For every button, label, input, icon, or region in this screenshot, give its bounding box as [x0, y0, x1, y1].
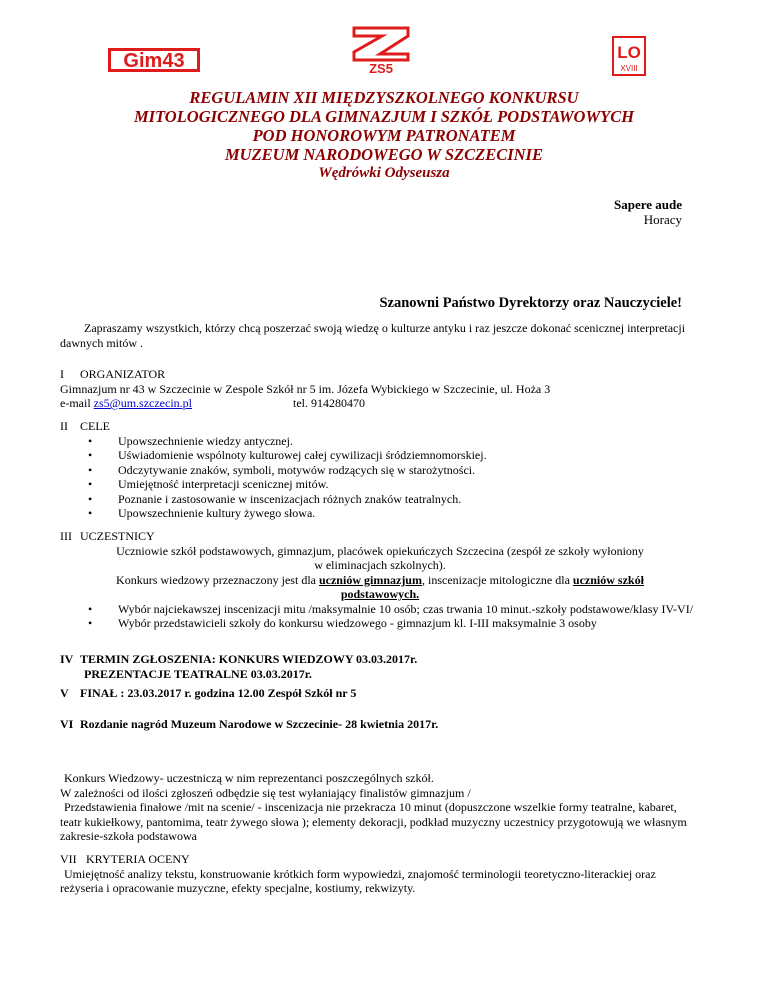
- gim43-logo-text: Gim43: [123, 50, 185, 72]
- list-item: • Wybór najciekawszej inscenizacji mitu /maksymalnie 10 osób; czas trwania 10 minut.-szkoły podstawowe/klasy IV-VI/: [88, 602, 700, 617]
- section-goals: [60, 419, 700, 521]
- list-item: • Poznanie i zastosowanie w inscenizacjach różnych znaków teatralnych.: [88, 492, 700, 507]
- list-item: • Uświadomienie wspólnoty kulturowej całej cywilizacji śródziemnomorskiej.: [88, 448, 700, 463]
- participants-line-1: Uczniowie szkół podstawowych, gimnazjum, placówek opiekuńczych Szczecina (zespół ze szkoły wyłoniony: [116, 543, 644, 558]
- info-line-2: W zależności od ilości zgłoszeń odbędzie się test wyłaniający finalistów gimnazjum /: [60, 785, 471, 800]
- section-number: VI: [60, 717, 74, 731]
- title-line-4: MUZEUM NARODOWEGO W SZCZECINIE: [224, 145, 543, 164]
- participants-line-4: podstawowych.: [340, 587, 420, 601]
- list-item: • Upowszechnienie kultury żywego słowa.: [88, 506, 700, 521]
- email-label: e-mail: [60, 396, 91, 410]
- section-heading: KRYTERIA OCENY: [86, 852, 190, 866]
- section-number: IV: [60, 652, 74, 666]
- section-number: VII: [60, 852, 77, 866]
- section-organizer: [60, 367, 700, 411]
- list-item: • Upowszechnienie wiedzy antycznej.: [88, 434, 700, 449]
- intro-paragraph: Zapraszamy wszystkich, którzy chcą poszerzać swoją wiedzę o kulturze antyku i raz jeszcze dokonać scenicznej interpretacji dawnych mitów .: [60, 321, 686, 350]
- participants-line-3: Konkurs wiedzowy przeznaczony jest dla uczniów gimnazjum, inscenizacje mitologiczne dla uczniów szkół: [116, 572, 644, 587]
- title-subtitle: Wędrówki Odyseusza: [318, 165, 450, 181]
- lo18-logo-main: LO: [617, 43, 641, 62]
- document-title: [60, 88, 708, 183]
- list-item: • Wybór przedstawicieli szkoły do konkursu wiedzowego - gimnazjum kl. I-III maksymalnie 3 osoby: [88, 616, 700, 631]
- gim43-logo: [108, 44, 200, 74]
- lo18-logo: [612, 36, 646, 76]
- title-line-1: REGULAMIN XII MIĘDZYSZKOLNEGO KONKURSU: [189, 88, 579, 107]
- motto-quote: Sapere aude: [613, 197, 682, 212]
- lo18-logo-sub: XVIII: [620, 64, 638, 73]
- section-deadlines: [60, 652, 700, 681]
- participants-line-2: w eliminacjach szkolnych).: [314, 558, 446, 572]
- motto-author: Horacy: [643, 212, 682, 227]
- deadline-line-1: TERMIN ZGŁOSZENIA: KONKURS WIEDZOWY 03.03.2017r.: [80, 652, 418, 666]
- section-heading: CELE: [80, 419, 110, 433]
- section-heading: UCZESTNICY: [80, 529, 155, 543]
- greeting: Szanowni Państwo Dyrektorzy oraz Nauczyciele!: [379, 295, 682, 311]
- section-number: I: [60, 367, 64, 381]
- section-info: [60, 771, 700, 844]
- title-line-2: MITOLOGICZNEGO DLA GIMNAZJUM I SZKÓŁ PODSTAWOWYCH: [133, 107, 635, 126]
- section-awards: [60, 717, 700, 732]
- title-line-3: POD HONOROWYM PATRONATEM: [252, 126, 516, 145]
- section-number: V: [60, 686, 69, 700]
- list-item: • Odczytywanie znaków, symboli, motywów rodzących się w starożytności.: [88, 463, 700, 478]
- section-final: [60, 686, 700, 701]
- list-item: • Umiejętność interpretacji scenicznej mitów.: [88, 477, 700, 492]
- zs5-logo-text: ZS5: [369, 61, 393, 76]
- section-criteria: [60, 852, 700, 896]
- section-heading: ORGANIZATOR: [80, 367, 166, 381]
- section-number: III: [60, 529, 72, 543]
- section-number: II: [60, 419, 68, 433]
- participants-list: [60, 602, 700, 631]
- info-line-1: Konkurs Wiedzowy- uczestniczą w nim reprezentanci poszczególnych szkół.: [64, 771, 434, 785]
- final-text: FINAŁ : 23.03.2017 r. godzina 12.00 Zespół Szkół nr 5: [80, 686, 357, 700]
- phone-number: tel. 914280470: [293, 396, 366, 410]
- goals-list: [60, 434, 700, 521]
- criteria-text: Umiejętność analizy tekstu, konstruowanie krótkich form wypowiedzi, znajomość terminologii teoretyczno-literackiej oraz reżyseria i opracowanie muzyczne, efekty specjalne, kostiumy, rekwizyty.: [60, 866, 656, 895]
- deadline-line-2: PREZENTACJE TEATRALNE 03.03.2017r.: [84, 666, 312, 681]
- motto: [614, 197, 682, 227]
- organizer-address: Gimnazjum nr 43 w Szczecinie w Zespole Szkół nr 5 im. Józefa Wybickiego w Szczecinie, ul. Hoża 3: [60, 381, 551, 396]
- info-line-3: Przedstawienia finałowe /mit na scenie/ - inscenizacja nie przekracza 10 minut (dopuszczone wszelkie formy teatralne, kabaret, teatr kukiełkowy, pantomima, teatr żywego słowa ); elementy dekoracji, podkład muzyczny uczestnicy przygotowują we własnym zakresie-szkoła podstawowa: [60, 800, 687, 843]
- zs5-logo: [350, 26, 412, 76]
- email-link[interactable]: zs5@um.szczecin.pl: [93, 396, 193, 410]
- awards-text: Rozdanie nagród Muzeum Narodowe w Szczecinie- 28 kwietnia 2017r.: [80, 717, 439, 731]
- section-participants: [60, 529, 700, 631]
